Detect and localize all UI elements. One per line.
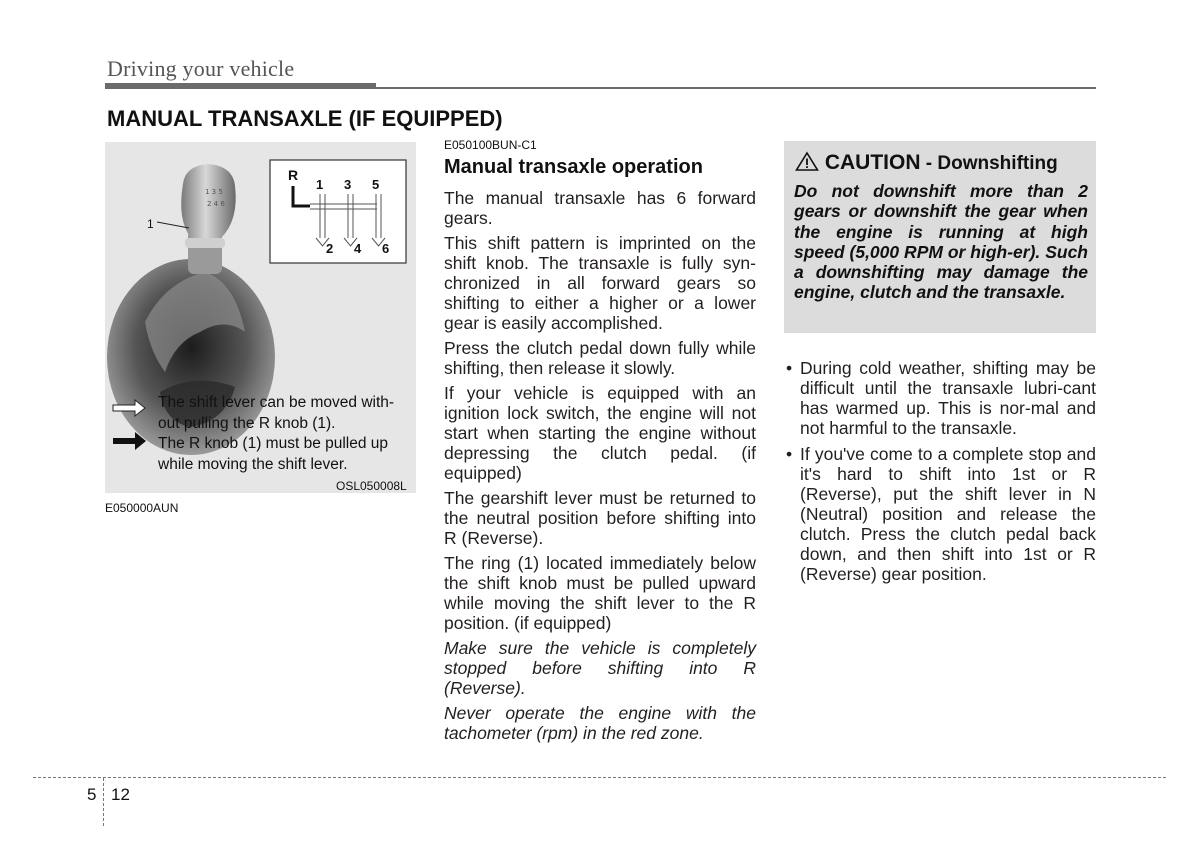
legend-item-free — [158, 392, 394, 434]
footer-divider — [33, 777, 1166, 778]
paragraph: The ring (1) located immediately below the shift knob must be pulled upward while moving the shift lever to the R position. (if equipped) — [444, 553, 756, 633]
paragraph: Press the clutch pedal down fully while shifting, then release it slowly. — [444, 338, 756, 378]
pattern-label-1: 1 — [316, 177, 324, 192]
caution-title: Downshifting — [937, 153, 1058, 174]
italic-note: Never operate the engine with the tachometer (rpm) in the red zone. — [444, 703, 756, 743]
header-rule-thick — [105, 83, 376, 89]
legend-text: out pulling the R knob (1). — [158, 415, 336, 432]
list-item: • If you've come to a complete stop and it's hard to shift into 1st or R (Reverse), put the shift lever in N (Neutral) position and release the clutch. Press the clutch pedal back down, and then shift into 1st or R (Reverse) gear position. — [784, 444, 1096, 584]
bullet-list — [784, 358, 1096, 584]
pattern-label-3: 3 — [344, 177, 352, 192]
page-heading: MANUAL TRANSAXLE (IF EQUIPPED) — [107, 106, 503, 131]
chapter-number: 5 — [87, 785, 97, 804]
footer-page-divider — [103, 778, 104, 826]
caution-separator: - — [920, 153, 938, 174]
body-text-column — [444, 188, 756, 748]
caution-heading — [795, 151, 1058, 175]
legend-item-pull — [158, 433, 388, 475]
list-item: • During cold weather, shifting may be difficult until the transaxle lubri-cant has warmed up. This is nor-mal and not harmful to the transaxle. — [784, 358, 1096, 438]
caution-label: CAUTION — [824, 151, 921, 174]
paragraph: This shift pattern is imprinted on the shift knob. The transaxle is fully syn-chronized in all forward gears so shifting to either a higher or a lower gear is easily accomplished. — [444, 233, 756, 333]
section-subheading: Manual transaxle operation — [444, 156, 703, 178]
paragraph: The manual transaxle has 6 forward gears. — [444, 188, 756, 228]
reference-code: E050100BUN-C1 — [444, 138, 537, 152]
paragraph: If your vehicle is equipped with an ignition lock switch, the engine will not start when starting the engine without depressing the clutch pedal. (if equipped) — [444, 383, 756, 483]
section-title: Driving your vehicle — [107, 56, 295, 81]
bullet-list-column — [784, 358, 1096, 590]
italic-note: Make sure the vehicle is completely stopped before shifting into R (Reverse). — [444, 638, 756, 698]
pattern-label-r: R — [288, 167, 299, 183]
pattern-label-2: 2 — [326, 241, 334, 256]
caution-text: Do not downshift more than 2 gears or downshift the gear when the engine is running at high speed (5,000 RPM or high-er). Such a downshifting may damage the engine, clutch and the transaxle. — [794, 181, 1088, 303]
reference-code: E050000AUN — [105, 501, 179, 515]
svg-text:2 4 6: 2 4 6 — [207, 200, 225, 208]
warning-triangle-icon — [795, 151, 819, 171]
pattern-label-6: 6 — [382, 241, 390, 256]
page-number: 12 — [111, 785, 130, 804]
legend-text: The R knob (1) must be pulled up — [158, 435, 389, 452]
legend-text: The shift lever can be moved with- — [158, 394, 395, 411]
pattern-label-4: 4 — [354, 241, 362, 256]
gear-shift-figure — [105, 142, 416, 493]
header-rule-thin — [376, 87, 1096, 89]
figure-code: OSL050008L — [336, 479, 407, 493]
callout-number: 1 — [147, 217, 154, 231]
paragraph: The gearshift lever must be returned to the neutral position before shifting into R (Reverse). — [444, 488, 756, 548]
pattern-label-5: 5 — [372, 177, 380, 192]
legend-text: while moving the shift lever. — [158, 456, 348, 473]
svg-text:1 3 5: 1 3 5 — [205, 188, 223, 196]
